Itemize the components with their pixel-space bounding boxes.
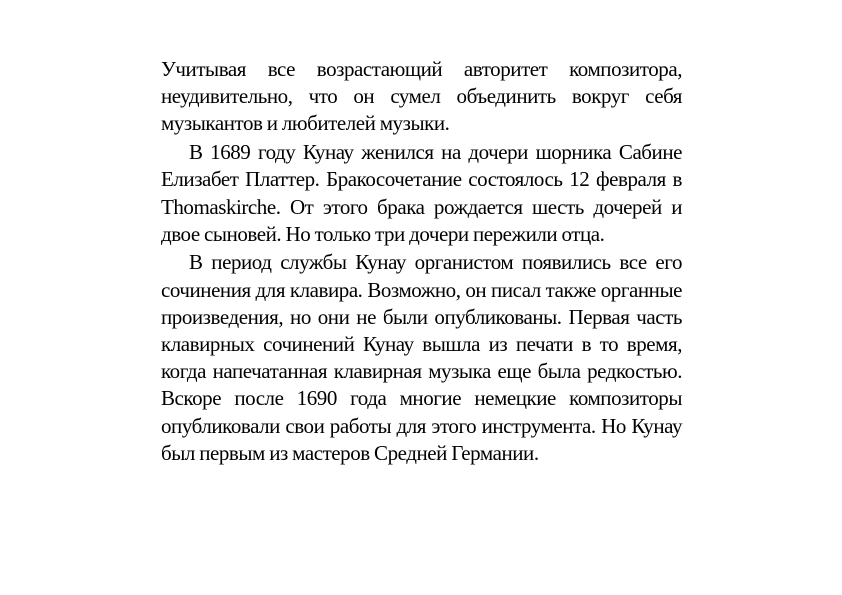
paragraph-2: В 1689 году Кунау женился на дочери шорника Сабине Елизабет Платтер. Бракосочетание состоялось 12 февраля в Thomaskirche. От этого брака рождается шесть дочерей и двое сыновей. Но только три дочери пережили отца. <box>161 140 682 246</box>
paragraph-1: Учитывая все возрастающий авторитет композитора, неудивительно, что он сумел объединить вокруг себя музыкантов и любителей музыки. <box>161 57 682 136</box>
paragraph-3: В период службы Кунау органистом появились все его сочинения для клавира. Возможно, он писал также органные произведения, но они не были опубликованы. Первая часть клавирных сочинений Кунау вышла из печати в то время, когда напечатанная клавирная музыка еще была редкостью. Вскоре после 1690 года многие немецкие композиторы опубликовали свои работы для этого инструмента. Но Кунау был первым из мастеров Средней Германии. <box>161 250 682 465</box>
document-text <box>161 56 682 469</box>
